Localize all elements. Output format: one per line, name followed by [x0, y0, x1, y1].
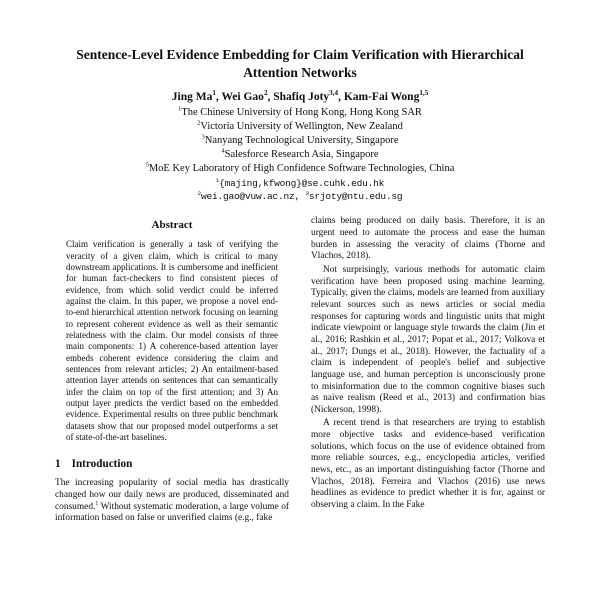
email-affiliation-marker: 1: [215, 176, 220, 184]
author-affiliation-marker: 1,5: [419, 89, 429, 98]
right-column: [311, 216, 545, 527]
section-number: 1: [55, 458, 61, 471]
affiliation-text: The Chinese University of Hong Kong, Hong Kong SAR: [181, 107, 422, 119]
affiliation-marker: 2: [197, 119, 201, 127]
body-paragraph: claims being produced on daily basis. Therefore, it is an urgent need to automate the process and ease the human burden in assessing the veracity of claims (Thorne and Vlachos, 2018).: [311, 216, 545, 262]
affiliation-marker: 4: [221, 147, 225, 155]
affiliation-text: Victoria University of Wellington, New Zealand: [200, 121, 403, 133]
email-block: [55, 177, 545, 204]
affiliation-line: [55, 162, 545, 176]
two-column-body: [55, 216, 545, 527]
affiliation-line: [55, 106, 545, 120]
author-affiliation-marker: 3,4: [329, 89, 339, 98]
affiliation-text: Salesforce Research Asia, Singapore: [224, 149, 379, 161]
email-line: [55, 177, 545, 190]
affiliation-marker: 3: [201, 133, 205, 141]
author-affiliation-marker: 1: [212, 89, 216, 98]
section-heading-introduction: [55, 458, 289, 470]
intro-paragraph-text: Without systematic moderation, a large volume of information based on false or unverified claims (e.g., fake: [55, 501, 289, 524]
intro-paragraph: [55, 478, 289, 525]
author-separator: ,: [215, 91, 222, 104]
abstract-text: Claim verification is generally a task of verifying the veracity of a given claim, which is critical to many downstream applications. It is cumbersome and inefficient for human fact-checkers to find consistent pieces of evidence, from which solid verdict could be inferred against the claim. In this paper, we propose a novel end-to-end hierarchical attention network focusing on learning to represent coherent evidence as well as their semantic relatedness with the claim. Our model consists of three main components: 1) A coherence-based attention layer embeds coherent evidence considering the claim and sentences from relevant articles; 2) An entailment-based attention layer attends on sentences that can semantically infer the claim on top of the first attention; and 3) An output layer predicts the verdict based on the embedded evidence. Experimental results on three public benchmark datasets show that our proposed model outperforms a set of state-of-the-art baselines.: [66, 239, 278, 442]
left-column: [55, 216, 289, 527]
abstract-heading: Abstract: [151, 219, 193, 232]
body-paragraph: A recent trend is that researchers are trying to establish more objective tasks and evidence-based verification solutions, which focus on the use of evidence obtained from more reliable sources, e.g., encyclopedia articles, verified news, etc., as an important distinguishing factor (Thorne and Vlachos, 2018). Ferreira and Vlachos (2016) use news headlines as evidence to predict whether it is for, against or observing a claim. In the Fake: [311, 418, 545, 511]
email-address: {majing,kfwong}@se.cuhk.edu.hk: [219, 177, 385, 189]
paper-title: Sentence-Level Evidence Embedding for Claim Verification with Hierarchical Attention Networks: [76, 47, 524, 81]
affiliation-line: [55, 148, 545, 162]
affiliation-marker: 5: [145, 161, 149, 169]
author-name: Wei Gao: [221, 91, 264, 104]
author-name: Jing Ma: [171, 91, 213, 104]
email-affiliation-marker: 3: [305, 189, 309, 197]
affiliation-marker: 1: [178, 105, 182, 113]
author-affiliation-marker: 2: [263, 89, 268, 98]
affiliation-block: [55, 106, 545, 175]
body-paragraph: Not surprisingly, various methods for automatic claim verification have been proposed using machine learning. Typically, given the claims, models are learned from auxiliary relevant sources such as news articles or social media responses for capturing words and linguistic units that might indicate viewpoint or language style towards the claim (Jin et al., 2016; Rashkin et al., 2017; Popat et al., 2017; Volkova et al., 2017; Dungs et al., 2018). However, the factuality of a claim is independent of people's belief and subjective language use, and human perception is unconsciously prone to misinformation due to the common cognitive biases such as naive realism (Reed et al., 2013) and confirmation bias (Nickerson, 1998).: [311, 264, 545, 415]
affiliation-line: [55, 120, 545, 134]
affiliation-line: [55, 134, 545, 148]
email-line: [55, 190, 545, 203]
author-line: [55, 91, 545, 103]
affiliation-text: Nanyang Technological University, Singapore: [204, 135, 399, 147]
email-affiliation-marker: 2: [197, 189, 201, 197]
intro-paragraph-text: The increasing popularity of social media has drastically changed how our daily news are produced, disseminated and consumed.: [55, 478, 289, 512]
email-address: wei.gao@vuw.ac.nz,: [200, 191, 306, 203]
author-name: Shafiq Joty: [273, 91, 330, 104]
author-separator: ,: [338, 91, 344, 104]
section-title: Introduction: [71, 458, 133, 471]
affiliation-text: MoE Key Laboratory of High Confidence Software Technologies, China: [148, 162, 455, 174]
author-separator: ,: [267, 91, 274, 104]
footnote-marker: 1: [95, 500, 99, 507]
email-address: srjoty@ntu.edu.sg: [308, 191, 403, 203]
author-name: Kam-Fai Wong: [343, 91, 420, 104]
